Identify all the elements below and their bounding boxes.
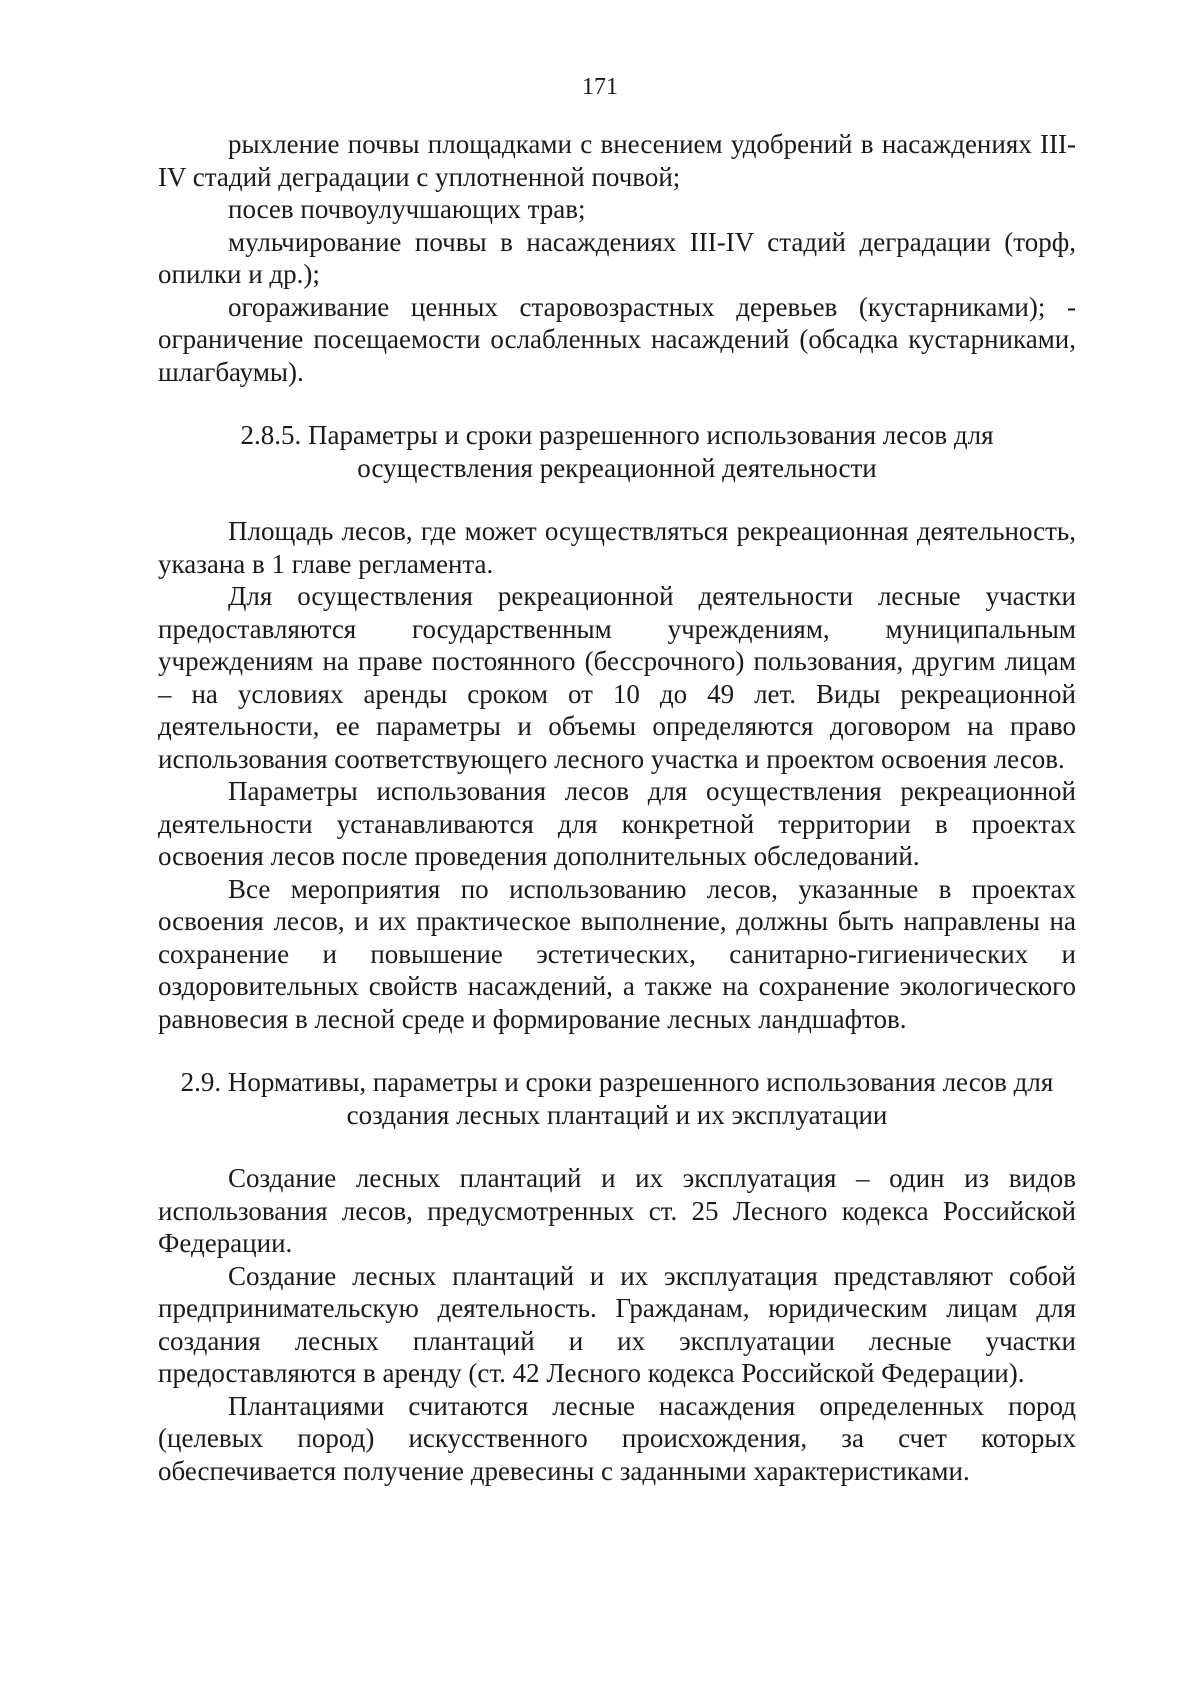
paragraph: Все мероприятия по использованию лесов, указанные в проектах освоения лесов, и их практическое выполнение, должны быть направлены на сохранение и повышение эстетических, санитарно-гигиенических и оздоровительных свойств насаждений, а также на сохранение экологического равновесия в лесной среде и формирование лесных ландшафтов.: [158, 873, 1076, 1034]
paragraph: Площадь лесов, где может осуществляться рекреационная деятельность, указана в 1 главе регламента.: [158, 516, 1076, 579]
paragraph: посев почвоулучшающих трав;: [228, 194, 586, 224]
heading-line: 2.9. Нормативы, параметры и сроки разрешенного использования лесов для: [180, 1067, 1054, 1097]
paragraph: Для осуществления рекреационной деятельности лесные участки предоставляются государственным учреждениям, муниципальным учреждениям на праве постоянного (бессрочного) пользования, другим лицам – на условиях аренды сроком от 10 до 49 лет. Виды рекреационной деятельности, ее параметры и объемы определяются договором на право использования соответствующего лесного участка и проектом освоения лесов.: [158, 581, 1076, 774]
paragraph: Создание лесных плантаций и их эксплуатация представляют собой предпринимательскую деятельность. Гражданам, юридическим лицам для создания лесных плантаций и их эксплуатации лесные участки предоставляются в аренду (ст. 42 Лесного кодекса Российской Федерации).: [158, 1260, 1076, 1388]
paragraph: мульчирование почвы в насаждениях III-IV стадий деградации (торф, опилки и др.);: [158, 226, 1076, 289]
heading-line: создания лесных плантаций и их эксплуатации: [346, 1099, 888, 1130]
paragraph: рыхление почвы площадками с внесением удобрений в насаждениях III-IV стадий деградации с уплотненной почвой;: [158, 129, 1076, 192]
section-heading-2-9: [158, 1066, 1076, 1131]
paragraph: огораживание ценных старовозрастных деревьев (кустарниками); - ограничение посещаемости ослабленных насаждений (обсадка кустарниками, шлагбаумы).: [158, 291, 1076, 387]
paragraph: Плантациями считаются лесные насаждения определенных пород (целевых пород) искусственного происхождения, за счет которых обеспечивается получение древесины с заданными характеристиками.: [158, 1390, 1076, 1486]
heading-line: 2.8.5. Параметры и сроки разрешенного использования лесов для: [240, 420, 994, 450]
heading-line: осуществления рекреационной деятельности: [357, 452, 877, 483]
paragraph: Параметры использования лесов для осуществления рекреационной деятельности устанавливаются для конкретной территории в проектах освоения лесов после проведения дополнительных обследований.: [158, 776, 1076, 871]
document-body: [158, 128, 1076, 1487]
page-number: 171: [582, 74, 618, 100]
paragraph: Создание лесных плантаций и их эксплуатация – один из видов использования лесов, предусмотренных ст. 25 Лесного кодекса Российской Федерации.: [158, 1163, 1076, 1258]
section-heading-2-8-5: [158, 419, 1076, 484]
